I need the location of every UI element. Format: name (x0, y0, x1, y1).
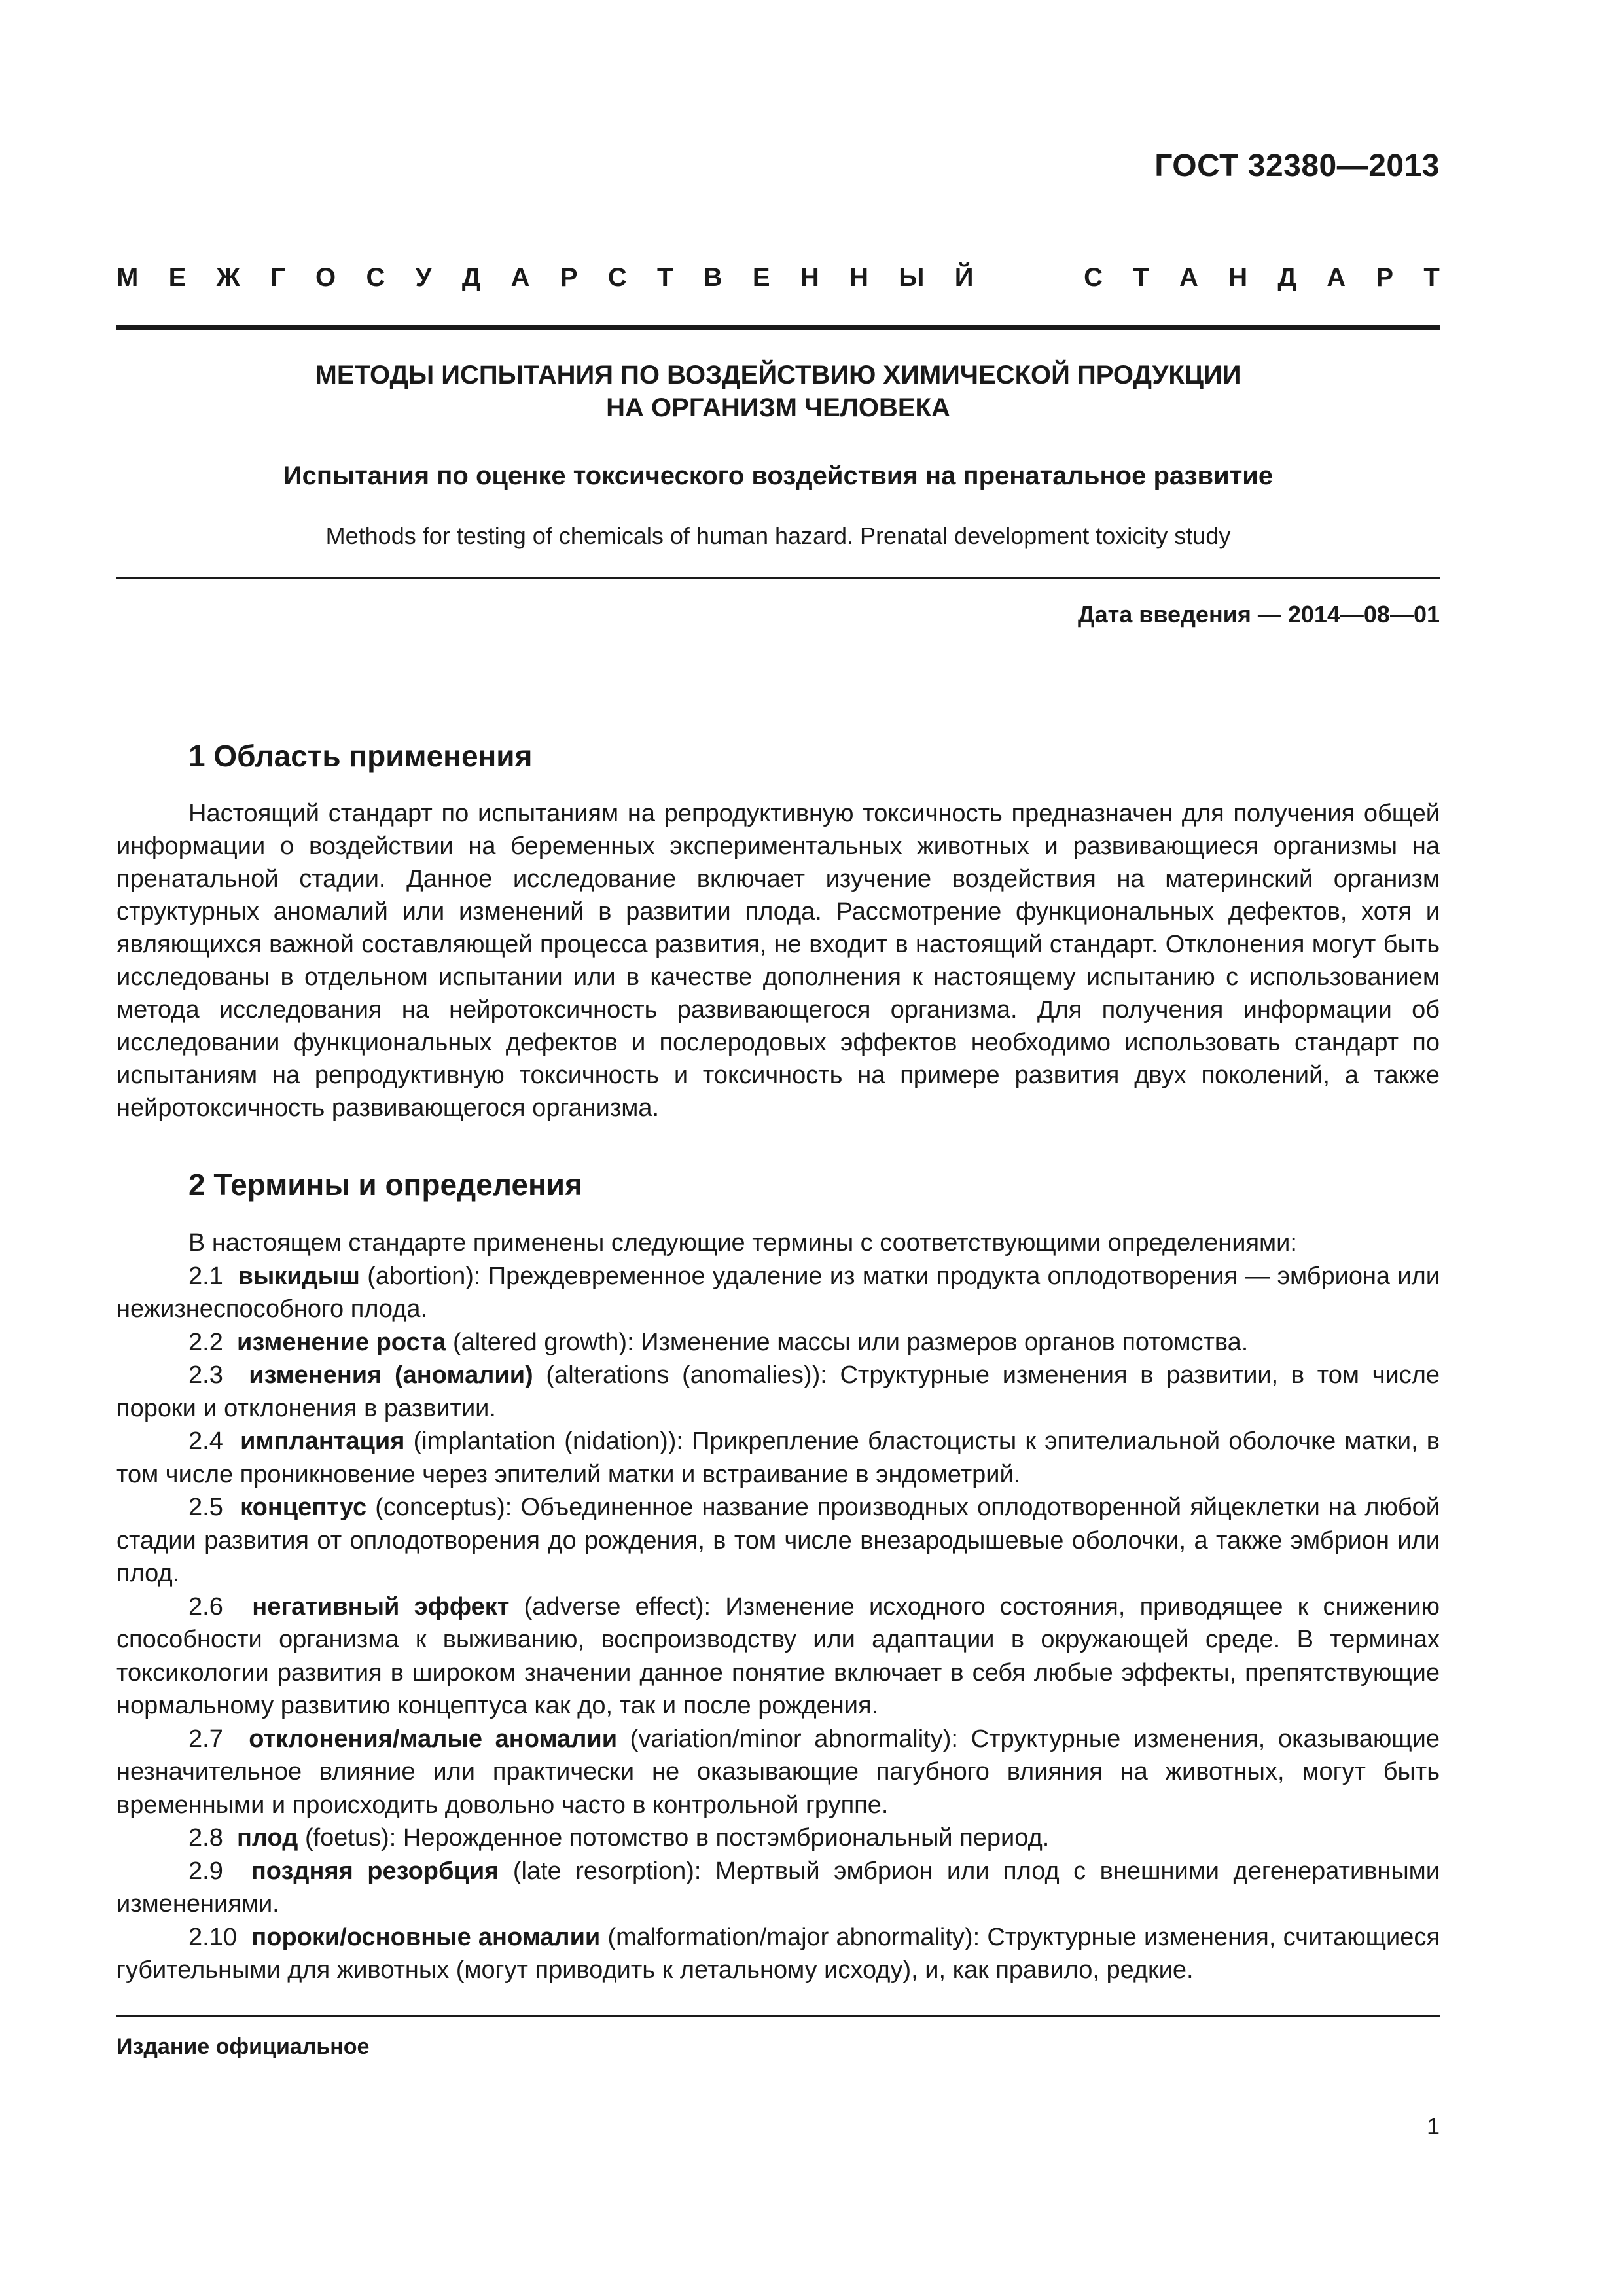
document-subtitle: Испытания по оценке токсического воздействия на пренатальное развитие (283, 461, 1274, 490)
title-divider (116, 577, 1440, 579)
definition-item (116, 1425, 1440, 1491)
definition-term: изменения (аномалии) (249, 1361, 533, 1389)
definition-number: 2.1 (188, 1262, 223, 1290)
introduction-date: Дата введения — 2014—08—01 (1077, 601, 1440, 628)
definition-text: Нерожденное потомство в постэмбриональный период. (402, 1824, 1050, 1852)
english-title: Methods for testing of chemicals of human hazard. Prenatal development toxicity study (325, 522, 1231, 549)
definition-item (116, 1260, 1440, 1326)
definition-number: 2.8 (188, 1824, 223, 1852)
definition-english: (conceptus): (375, 1494, 512, 1521)
document-title (116, 359, 1440, 424)
definition-term: плод (236, 1824, 298, 1852)
publication-note: Издание официальное (116, 2034, 370, 2059)
definitions-list (116, 1227, 1440, 1987)
definition-number: 2.10 (188, 1923, 237, 1951)
kind-letter: Т (1423, 263, 1440, 292)
definition-term: изменение роста (236, 1328, 446, 1356)
title-line-1: МЕТОДЫ ИСПЫТАНИЯ ПО ВОЗДЕЙСТВИЮ ХИМИЧЕСКОЙ ПРОДУКЦИИ (315, 361, 1241, 389)
kind-letter: Т (1133, 263, 1149, 292)
kind-letter: С (1084, 263, 1103, 292)
definition-term: отклонения/малые аномалии (249, 1725, 618, 1753)
definition-text: Изменение массы или размеров органов потомства. (641, 1328, 1249, 1356)
kind-letter: А (510, 263, 530, 292)
definition-text: Изменение исходного состояния, приводящее к снижению способности организма к выживанию, воспроизводству или адаптации в окружающей среде. В терминах токсикологии развития в широком значении данное понятие включает в себя любые эффекты, препятствующие нормальному развитию концептуса как до, так и после рождения. (116, 1592, 1440, 1719)
kind-letter: О (315, 263, 336, 292)
kind-letter: В (703, 263, 722, 292)
definition-english: (late resorption): (512, 1857, 702, 1885)
standard-kind-heading (116, 263, 1440, 302)
definition-item (116, 1326, 1440, 1359)
kind-letter: А (1327, 263, 1346, 292)
definition-english: (foetus): (304, 1824, 397, 1852)
kind-letter: Г (270, 263, 285, 292)
definition-item (116, 1855, 1440, 1921)
kind-letter: М (116, 263, 139, 292)
kind-letter: С (366, 263, 385, 292)
definition-text: Структурные изменения, считающиеся губительными для животных (могут приводить к летальному исходу), и, как правило, редкие. (116, 1923, 1440, 1984)
definition-number: 2.4 (188, 1427, 223, 1455)
definition-item (116, 1921, 1440, 1987)
definition-text: Прикрепление бластоцисты к эпителиальной оболочке матки, в том числе проникновение через эпителий матки и встраивание в эндометрий. (116, 1427, 1440, 1488)
definition-english: (alterations (anomalies)): (546, 1361, 827, 1389)
definition-item (116, 1491, 1440, 1590)
page-number: 1 (1426, 2113, 1440, 2140)
definition-term: пороки/основные аномалии (251, 1923, 601, 1951)
definition-english: (abortion): (367, 1262, 481, 1290)
kind-letter: Р (1376, 263, 1394, 292)
definition-term: концептус (240, 1494, 367, 1521)
definition-english: (adverse effect): (524, 1592, 711, 1621)
definition-english: (malformation/major abnormality): (607, 1923, 980, 1951)
kind-letter: Т (657, 263, 673, 292)
definition-term: выкидыш (238, 1262, 360, 1290)
kind-letter: Д (461, 263, 481, 292)
kind-letter: С (607, 263, 627, 292)
kind-letter: Е (752, 263, 770, 292)
footer-divider (116, 2015, 1440, 2017)
definition-item (116, 1723, 1440, 1822)
kind-letter: Й (954, 263, 974, 292)
definitions-intro: В настоящем стандарте применены следующие термины с соответствующими определениями: (188, 1229, 1297, 1257)
definition-item (116, 1359, 1440, 1425)
section-1-heading: 1 Область применения (188, 739, 533, 773)
definition-term: негативный эффект (252, 1592, 510, 1621)
definition-number: 2.9 (188, 1857, 223, 1885)
definition-text: Структурные изменения в развитии, в том числе пороки и отклонения в развитии. (116, 1361, 1440, 1422)
kind-letter: Н (800, 263, 819, 292)
kind-letter: Р (560, 263, 578, 292)
definition-term: поздняя резорбция (251, 1857, 499, 1885)
definition-term: имплантация (240, 1427, 405, 1455)
kind-letter: Е (168, 263, 187, 292)
document-number: ГОСТ 32380—2013 (1154, 149, 1440, 183)
title-line-2: НА ОРГАНИЗМ ЧЕЛОВЕКА (606, 393, 950, 422)
definition-number: 2.7 (188, 1725, 223, 1753)
document-page (116, 0, 1440, 2296)
kind-letter: Д (1277, 263, 1296, 292)
definition-english: (implantation (nidation)): (413, 1427, 683, 1455)
section-2-heading: 2 Термины и определения (188, 1168, 582, 1202)
definition-number: 2.6 (188, 1592, 223, 1621)
definition-item (116, 1590, 1440, 1723)
kind-letter: Н (1228, 263, 1248, 292)
definition-text: Преждевременное удаление из матки продукта оплодотворения — эмбриона или нежизнеспособного плода. (116, 1262, 1440, 1323)
kind-letter: У (415, 263, 432, 292)
definition-text: Мертвый эмбрион или плод с внешними дегенеративными изменениями. (116, 1857, 1440, 1918)
kind-letter: Н (849, 263, 868, 292)
section-1-body: Настоящий стандарт по испытаниям на репродуктивную токсичность предназначен для получения общей информации о воздействии на беременных экспериментальных животных и развивающиеся организмы на пренатальной стадии. Данное исследование включает изучение воздействия на материнский организм структурных аномалий или изменений в развитии плода. Рассмотрение функциональных дефектов, хотя и являющихся важной составляющей процесса развития, не входит в настоящий стандарт. Отклонения могут быть исследованы в отдельном испытании или в качестве дополнения к настоящему испытанию с использованием метода исследования на нейротоксичность развивающегося организма. Для получения информации об исследовании функциональных дефектов и послеродовых эффектов необходимо использовать стандарт по испытаниям на репродуктивную токсичность и токсичность на примере развития двух поколений, а также нейротоксичность развивающегося организма. (116, 800, 1440, 1122)
definition-number: 2.2 (188, 1328, 223, 1356)
definition-item (116, 1821, 1440, 1855)
definition-text: Структурные изменения, оказывающие незначительное влияние или практически не оказывающие пагубного влияния на животных, могут быть временными и происходить довольно часто в контрольной группе. (116, 1725, 1440, 1819)
header-divider (116, 325, 1440, 330)
definition-english: (variation/minor abnormality): (630, 1725, 958, 1753)
kind-letter: А (1179, 263, 1198, 292)
kind-letter: Ж (216, 263, 240, 292)
definition-number: 2.3 (188, 1361, 223, 1389)
definition-text: Объединенное название производных оплодотворенной яйцеклетки на любой стадии развития от оплодотворения до рождения, в том числе внезародышевые оболочки, а также эмбрион или плод. (116, 1494, 1440, 1587)
definition-english: (altered growth): (452, 1328, 634, 1356)
kind-letter: Ы (899, 263, 925, 292)
definition-number: 2.5 (188, 1494, 223, 1521)
word-gap (1004, 263, 1054, 302)
